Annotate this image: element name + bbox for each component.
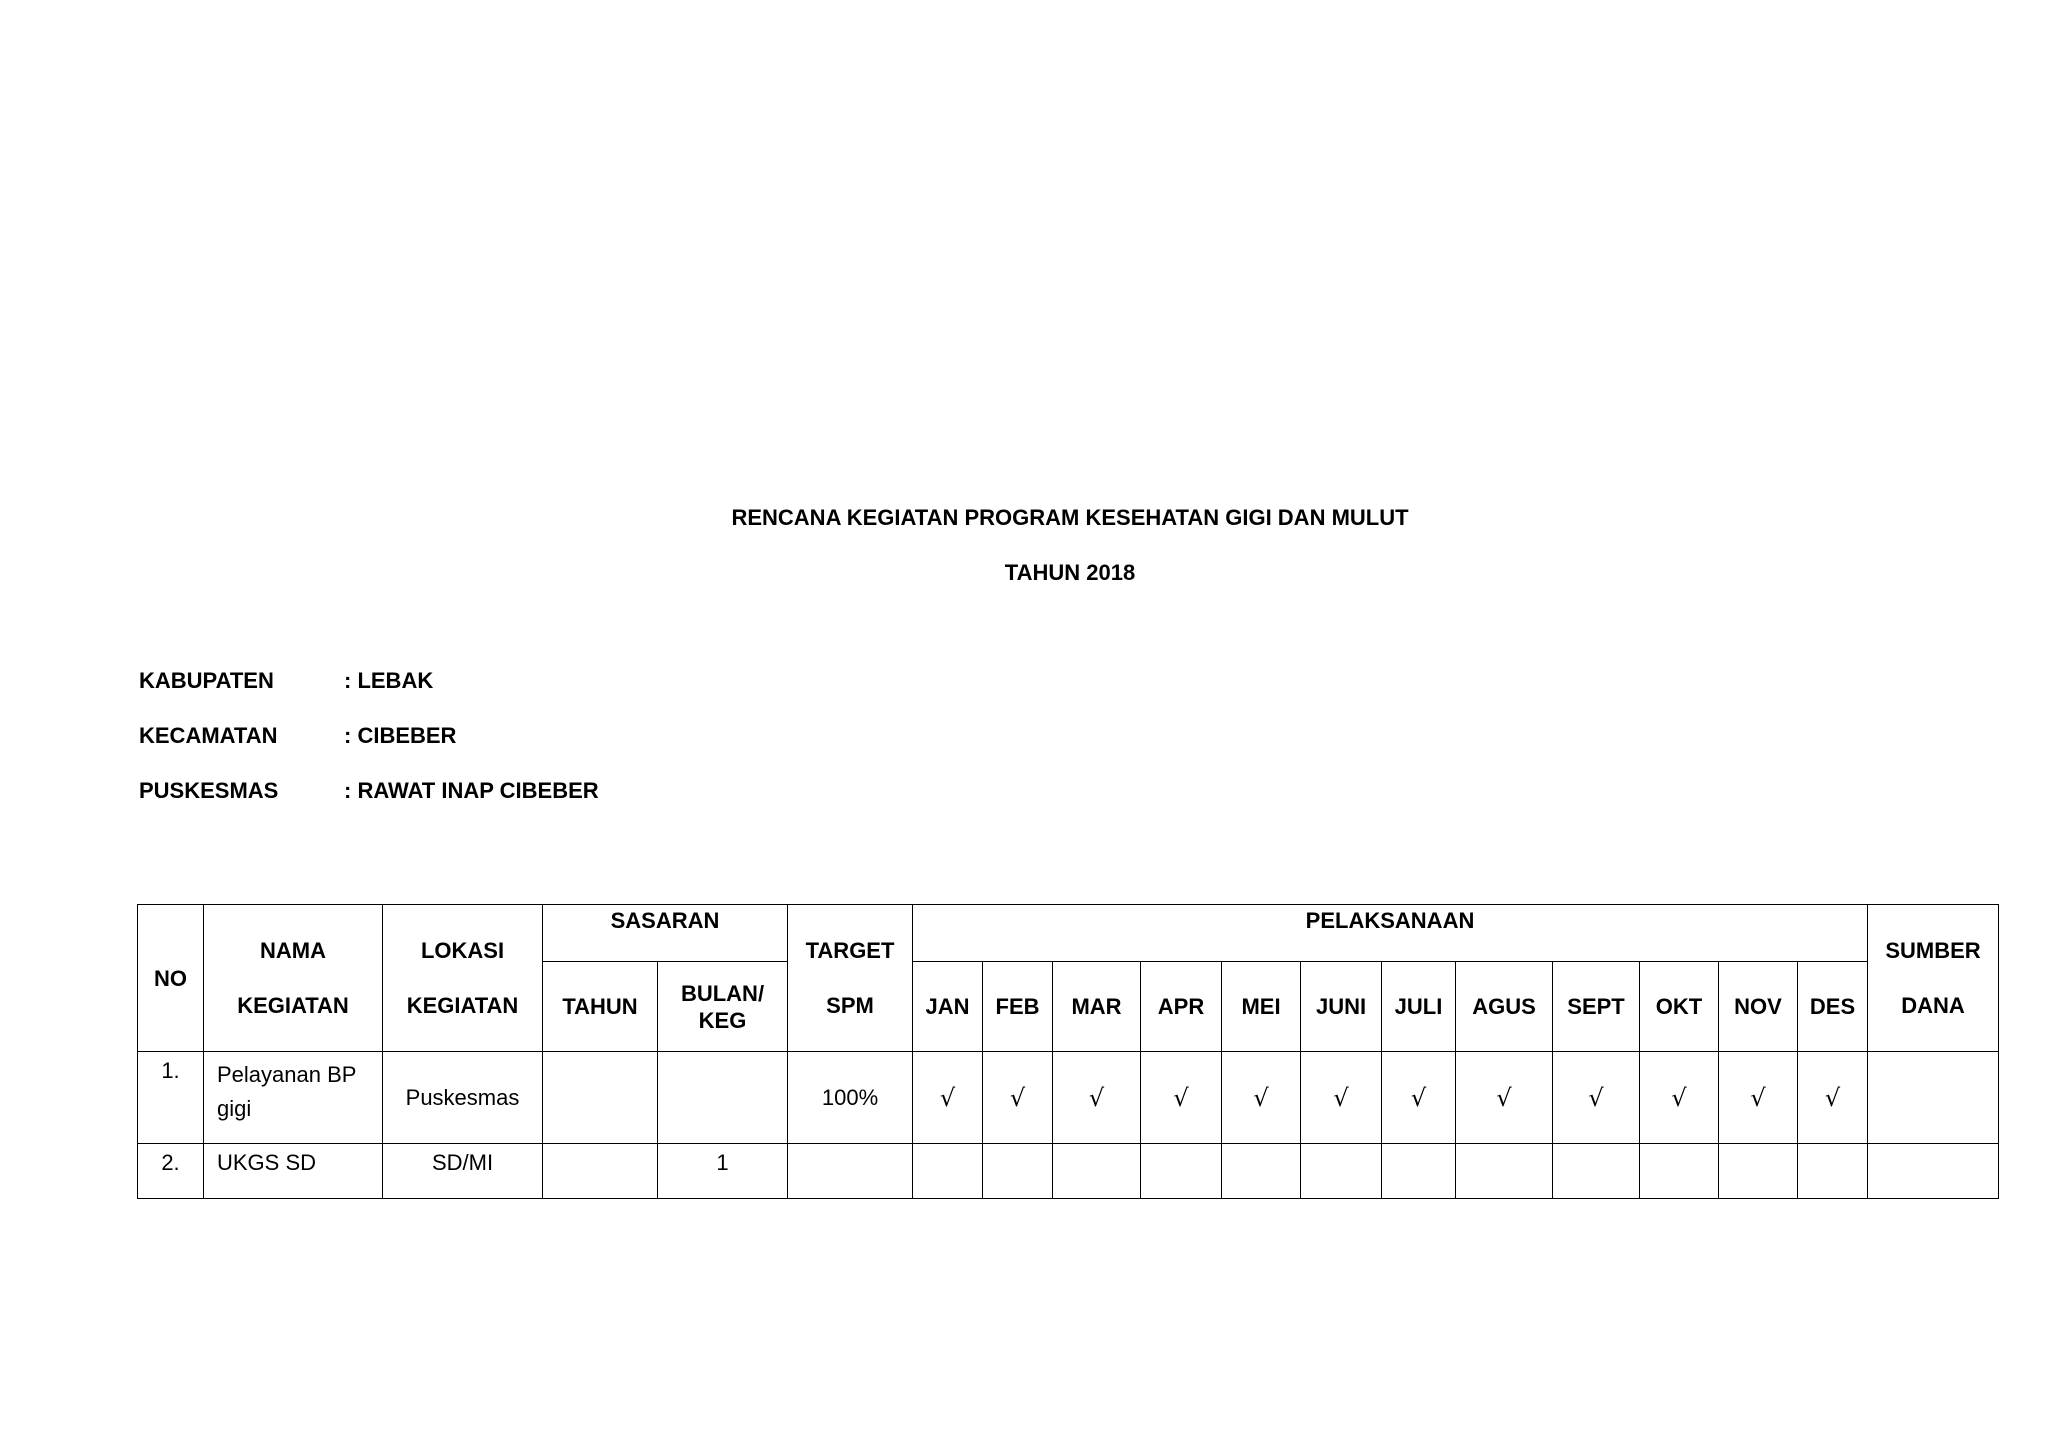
table-row xyxy=(138,1144,1999,1199)
row-check-agus xyxy=(1456,1144,1553,1199)
header-nama-kegiatan: NAMA KEGIATAN xyxy=(204,905,383,1052)
row-target-spm: 100% xyxy=(788,1052,913,1144)
table-header-row-1 xyxy=(138,905,1999,962)
row-target-spm xyxy=(788,1144,913,1199)
row-nama-kegiatan: UKGS SD xyxy=(204,1144,383,1199)
info-kabupaten-label: KABUPATEN xyxy=(139,668,274,693)
row-no: 1. xyxy=(138,1052,204,1144)
header-no: NO xyxy=(138,905,204,1052)
row-check-juli xyxy=(1382,1144,1456,1199)
row-check-mei: √ xyxy=(1222,1052,1301,1144)
header-month-feb: FEB xyxy=(983,962,1053,1052)
header-sumber-dana: SUMBER DANA xyxy=(1868,905,1999,1052)
row-check-okt: √ xyxy=(1640,1052,1719,1144)
info-kecamatan-label: KECAMATAN xyxy=(139,723,278,748)
table-row xyxy=(138,1052,1999,1144)
header-month-sept: SEPT xyxy=(1553,962,1640,1052)
document-subtitle-year: TAHUN 2018 xyxy=(1004,560,1136,585)
row-check-mar: √ xyxy=(1053,1052,1141,1144)
row-check-juli: √ xyxy=(1382,1052,1456,1144)
row-check-feb xyxy=(983,1144,1053,1199)
row-check-des xyxy=(1798,1144,1868,1199)
row-check-agus: √ xyxy=(1456,1052,1553,1144)
header-month-apr: APR xyxy=(1141,962,1222,1052)
row-check-des: √ xyxy=(1798,1052,1868,1144)
row-check-sept xyxy=(1553,1144,1640,1199)
row-no: 2. xyxy=(138,1144,204,1199)
row-check-jan: √ xyxy=(913,1052,983,1144)
activity-plan-table xyxy=(137,904,1999,1199)
row-check-mei xyxy=(1222,1144,1301,1199)
header-bulan-keg: BULAN/ KEG xyxy=(658,962,788,1052)
header-month-okt: OKT xyxy=(1640,962,1719,1052)
info-puskesmas-value: : RAWAT INAP CIBEBER xyxy=(344,778,599,803)
row-check-feb: √ xyxy=(983,1052,1053,1144)
row-check-apr xyxy=(1141,1144,1222,1199)
header-month-des: DES xyxy=(1798,962,1868,1052)
row-check-nov: √ xyxy=(1719,1052,1798,1144)
row-bulan-keg: 1 xyxy=(658,1144,788,1199)
header-lokasi-kegiatan: LOKASI KEGIATAN xyxy=(383,905,543,1052)
row-check-nov xyxy=(1719,1144,1798,1199)
row-nama-kegiatan: Pelayanan BP gigi xyxy=(204,1052,383,1144)
row-tahun xyxy=(543,1052,658,1144)
row-check-mar xyxy=(1053,1144,1141,1199)
header-month-juni: JUNI xyxy=(1301,962,1382,1052)
header-month-mar: MAR xyxy=(1053,962,1141,1052)
info-puskesmas-label: PUSKESMAS xyxy=(139,778,279,803)
row-check-juni: √ xyxy=(1301,1052,1382,1144)
header-sasaran: SASARAN xyxy=(543,905,788,962)
row-check-sept: √ xyxy=(1553,1052,1640,1144)
info-kabupaten-value: : LEBAK xyxy=(344,668,434,693)
row-sumber-dana xyxy=(1868,1052,1999,1144)
row-lokasi-kegiatan: Puskesmas xyxy=(383,1052,543,1144)
row-check-okt xyxy=(1640,1144,1719,1199)
row-check-apr: √ xyxy=(1141,1052,1222,1144)
row-lokasi-kegiatan: SD/MI xyxy=(383,1144,543,1199)
row-check-jan xyxy=(913,1144,983,1199)
header-month-jan: JAN xyxy=(913,962,983,1052)
header-month-agus: AGUS xyxy=(1456,962,1553,1052)
header-pelaksanaan: PELAKSANAAN xyxy=(913,905,1868,962)
header-month-nov: NOV xyxy=(1719,962,1798,1052)
document-title: RENCANA KEGIATAN PROGRAM KESEHATAN GIGI DAN MULUT xyxy=(731,505,1409,530)
header-target-spm: TARGET SPM xyxy=(788,905,913,1052)
row-tahun xyxy=(543,1144,658,1199)
row-check-juni xyxy=(1301,1144,1382,1199)
info-kecamatan-value: : CIBEBER xyxy=(344,723,457,748)
row-sumber-dana xyxy=(1868,1144,1999,1199)
header-month-juli: JULI xyxy=(1382,962,1456,1052)
header-tahun: TAHUN xyxy=(543,962,658,1052)
row-bulan-keg xyxy=(658,1052,788,1144)
header-month-mei: MEI xyxy=(1222,962,1301,1052)
